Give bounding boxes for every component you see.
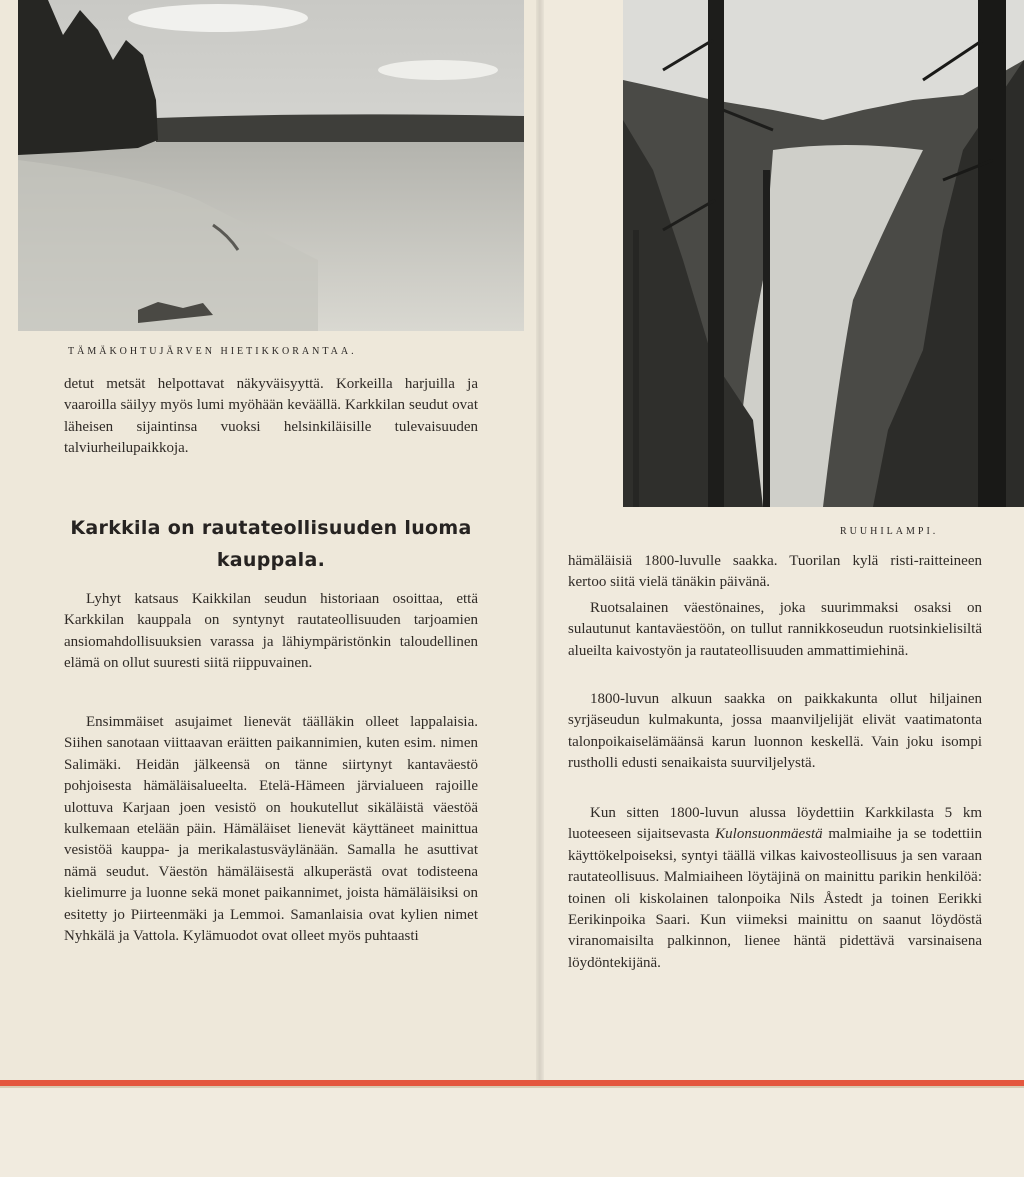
pine-lake-photo bbox=[623, 0, 1024, 507]
paragraph-4-text-end: malmiaihe ja se todettiin käyttökelpoiseksi, syntyi täällä vilkas kaivosteollisuus ja sen varaan rautateollisuus. Malmiaiheen löytäjinä on mainittu parikin henkilöä: toinen oli kiskolainen talonpoika Nils Åstedt ja toinen Eerikki Eerikinpoika Saari. Kun viimeksi mainittu on saanut löydöstä viranomaisilta palkinnon, lienee häntä pidettävä varsinaisena löydöntekijänä. bbox=[568, 826, 982, 971]
intro-paragraph: detut metsät helpottavat näkyväisyyttä. Korkeilla harjuilla ja vaaroilla säilyy myös lumi myöhään keväällä. Karkkilan seudut ovat läheisen sijaintinsa vuoksi helsinkiläisille tulevaisuuden talviurheilupaikkoja. bbox=[64, 376, 478, 457]
lead-paragraph: Lyhyt katsaus Kaikkilan seudun historiaan osoittaa, että Karkkilan kauppala on syntynyt rautateollisuuden tarjoamien ansiomahdollisuuksien varassa ja lähiympäristönkin taloudellinen elämä on ollut suuresti siitä riippuvainen. bbox=[64, 591, 478, 672]
book-gutter bbox=[536, 0, 544, 1177]
history-paragraph-3: 1800-luvun alkuun saakka on paikkakunta ollut hiljainen syrjäseudun kulmakunta, jossa maanviljelijät elivät vaatimatonta talonpoikaiselämäänsä karun luonnon keskellä. Vain joku isompi rustholli edusti senaikaista suurviljelystä. bbox=[568, 691, 982, 772]
history-paragraph-1: hämäläisiä 1800-luvulle saakka. Tuorilan kylä risti-raitteineen kertoo siitä vielä tänäkin päivänä. bbox=[568, 553, 982, 591]
page-bottom-margin bbox=[0, 1088, 1024, 1177]
paragraph-4-text-start: Kun sitten 1800-luvun alussa löydettiin Karkkilasta 5 km luoteeseen sijaitsevasta bbox=[568, 805, 982, 843]
pine-lake-photo-caption: RUUHILAMPI. bbox=[840, 526, 939, 537]
place-name-italic: Kulonsuonmäestä bbox=[715, 826, 823, 843]
section-heading: Karkkila on rautateollisuuden luoma kauppala. bbox=[70, 517, 472, 571]
settlers-paragraph: Ensimmäiset asujaimet lienevät täälläkin olleet lappalaisia. Siihen sanotaan viittaavan eräitten paikannimien, kuten esim. nimen Salimäki. Heidän jälkeensä on tänne siirtynyt kantaväestö pohjoisesta hämäläisalueelta. Etelä-Hämeen järvialueen rajoille ulottuva Karjaan joen vesistö on houkutellut sikäläistä väestöä kulkemaan etelään päin. Hämäläiset lienevät käyttäneet mainittua vesistöä kauppa- ja merikalastusväylänään. Samalla he asuttivat nämä seudut. Väestön hämäläisestä alkuperästä ovat todisteena kielimurre ja luonne sekä monet paikannimet, joista hämäläisiksi on esitetty jo Piirteenmäki ja Lemmoi. Samanlaisia ovat kylien nimet Nyhkälä ja Vattola. Kylämuodot ovat olleet myös puhtaasti bbox=[64, 714, 478, 945]
history-paragraph-2: Ruotsalainen väestönaines, joka suurimmaksi osaksi on sulautunut kantaväestöön, on tullut rannikkoseudun ruotsinkielisiltä alueilta kaivostyön ja rautateollisuuden ammattimiehinä. bbox=[568, 600, 982, 659]
history-paragraph-4 bbox=[568, 803, 982, 974]
lakeshore-photo-caption: TÄMÄKOHTUJÄRVEN HIETIKKORANTAA. bbox=[68, 346, 357, 357]
lakeshore-photo bbox=[18, 0, 524, 331]
